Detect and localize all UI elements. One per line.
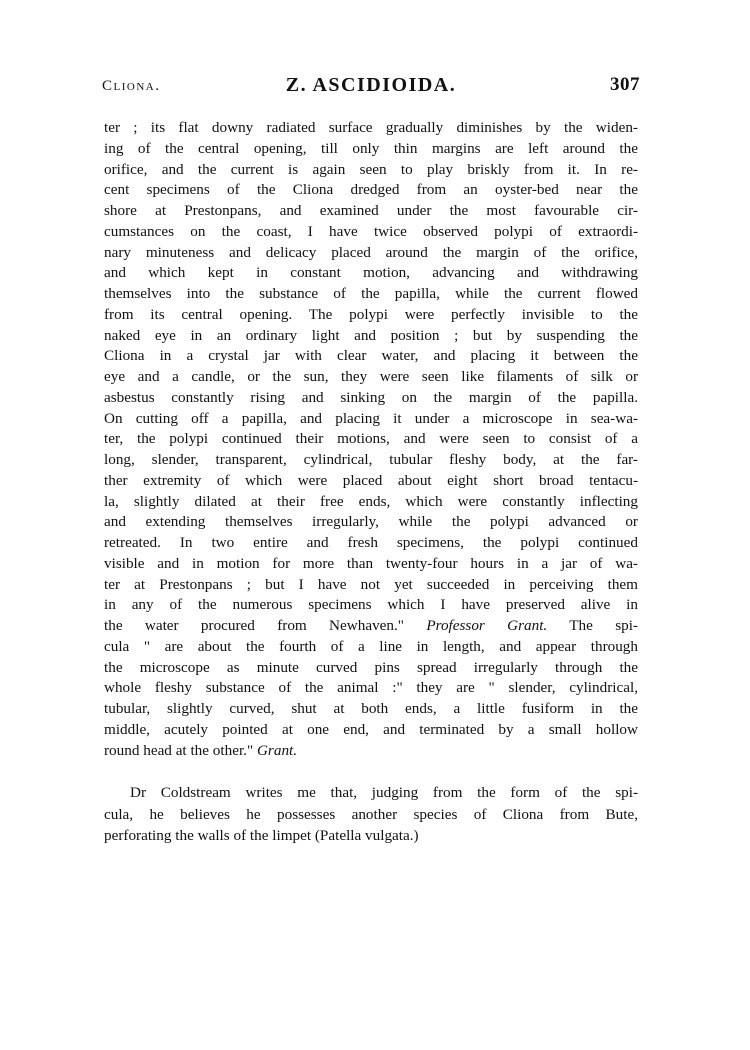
- body-paragraph-1: [104, 118, 638, 761]
- text-line: tubular, slightly curved, shut at both ends, a little fusiform in the: [104, 700, 638, 717]
- text-line-last: perforating the walls of the limpet (Patella vulgata.): [104, 827, 419, 844]
- text-line: and extending themselves irregularly, while the polypi advanced or: [104, 513, 638, 531]
- text-line: cumstances on the coast, I have twice observed polypi of extraordi-: [104, 222, 638, 240]
- text-line: naked eye in an ordinary light and position ; but by suspending the: [104, 326, 638, 344]
- text-line: eye and a candle, or the sun, they were seen like filaments of silk or: [104, 368, 638, 385]
- text-line-with-attribution: [104, 616, 638, 637]
- text-line: and which kept in constant motion, advancing and withdrawing: [104, 264, 638, 282]
- text-line: retreated. In two entire and fresh specimens, the polypi continued: [104, 534, 638, 551]
- attribution-grant: Grant.: [256, 741, 298, 759]
- text-line: Dr Coldstream writes me that, judging from the form of the spi-: [130, 784, 638, 801]
- text-line: in any of the numerous specimens which I have preserved alive in: [104, 596, 638, 614]
- attribution-professor-grant: Professor Grant.: [426, 617, 548, 634]
- text-line: ther extremity of which were placed about eight short broad tentacu-: [104, 471, 638, 489]
- text-segment: round head at the other.": [104, 741, 257, 759]
- body-paragraph-2: [104, 782, 638, 847]
- text-line: themselves into the substance of the papilla, while the current flowed: [104, 285, 638, 302]
- text-segment: The spi-: [547, 617, 638, 634]
- text-line: orifice, and the current is again seen to play briskly from it. In re-: [104, 160, 638, 178]
- text-line: la, slightly dilated at their free ends, which were constantly inflecting: [104, 492, 638, 510]
- text-segment: the water procured from Newhaven.": [104, 617, 427, 634]
- text-line: asbestus constantly rising and sinking on the margin of the papilla.: [104, 388, 638, 406]
- page-number: 307: [610, 74, 640, 95]
- text-line: shore at Prestonpans, and examined under the most favourable cir-: [104, 202, 638, 219]
- text-line: the microscope as minute curved pins spread irregularly through the: [104, 658, 638, 676]
- text-line: nary minuteness and delicacy placed around the margin of the orifice,: [104, 243, 638, 261]
- running-head-section: Cliona.: [102, 78, 161, 94]
- text-line-last: [104, 741, 638, 762]
- text-line: long, slender, transparent, cylindrical, tubular fleshy body, at the far-: [104, 451, 638, 468]
- text-line: whole fleshy substance of the animal :" they are " slender, cylindrical,: [104, 679, 638, 697]
- text-line: from its central opening. The polypi were perfectly invisible to the: [104, 305, 638, 323]
- text-line: cula " are about the fourth of a line in length, and appear through: [104, 637, 638, 655]
- running-head: [102, 74, 640, 100]
- running-head-title: Z. ASCIDIOIDA.: [285, 74, 457, 96]
- text-line: ter ; its flat downy radiated surface gradually diminishes by the widen-: [104, 119, 638, 136]
- text-line: ter, the polypi continued their motions, and were seen to consist of a: [104, 430, 638, 448]
- text-line: ter at Prestonpans ; but I have not yet succeeded in perceiving them: [104, 575, 638, 593]
- text-line: visible and in motion for more than twenty-four hours in a jar of wa-: [104, 554, 638, 572]
- text-line: middle, acutely pointed at one end, and terminated by a small hollow: [104, 720, 638, 738]
- text-line: cula, he believes he possesses another species of Cliona from Bute,: [104, 805, 638, 823]
- text-line: cent specimens of the Cliona dredged from an oyster-bed near the: [104, 181, 638, 199]
- text-line: ing of the central opening, till only thin margins are left around the: [104, 139, 638, 157]
- text-line: Cliona in a crystal jar with clear water, and placing it between the: [104, 347, 638, 365]
- text-line: On cutting off a papilla, and placing it under a microscope in sea-wa-: [104, 409, 638, 427]
